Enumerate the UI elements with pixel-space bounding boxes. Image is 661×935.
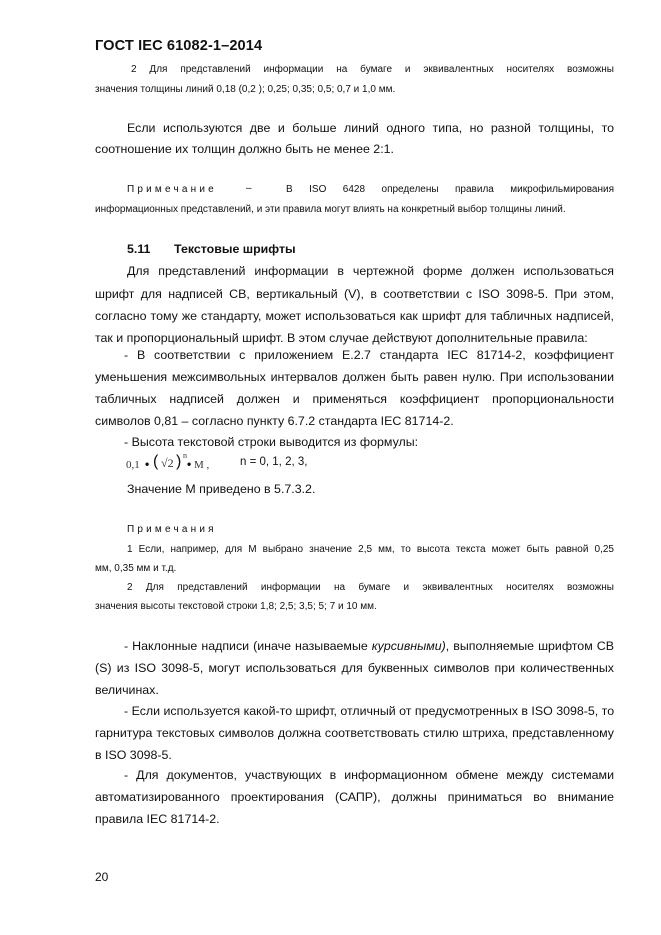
para-two-lines-line2: соотношение их толщин должно быть не менее 2:1. [95,142,394,156]
section-number: 5.11 [127,242,151,256]
italic-rule-line1: - Наклонные надписи (иначе называемые курсивными), выполняемые шрифтом CB [124,639,614,653]
note-line-thickness-line2: значения толщины линий 0,18 (0,2 ); 0,25; 0,35; 0,5; 0,7 и 1,0 мм. [95,84,396,95]
formula-multiply-dot-1: • [145,457,150,471]
cad-rule-line2: автоматизированного проектирования (САПР), должны приниматься во внимание [95,790,614,804]
para-two-lines-line1: Если используются две и больше линий одного типа, но разной толщины, то [127,121,614,135]
formula-n-values: n = 0, 1, 2, 3, [240,456,308,468]
formula-m: M , [194,459,210,471]
m-reference: Значение М приведено в 5.7.3.2. [127,482,316,496]
cad-rule-line3: правила IEC 81714-2. [95,812,220,826]
formula-exponent: n [183,451,187,460]
note-line-thickness-line1: 2 Для представлений информации на бумаге и эквивалентных носителях возможны [131,64,614,75]
rule1-line2: уменьшения межсимвольных интервалов должен быть равен нулю. При использовании [95,370,614,384]
intro-line4: так и пропорциональный шрифт. В этом случае действуют дополнительные правила: [95,331,588,345]
document-page: ГОСТ IEC 61082-1–2014 2 Для представлений информации на бумаге и эквивалентных носителях возможны значения толщины линий 0,18 (0,2 ); 0,25; 0,35; 0,5; 0,7 и 1,0 мм. Если используются две и больше линий одного типа, но разной толщины, то соотношение их толщин должно быть не менее 2:1. Примечание – В ISO 6428 определены правила микрофильмирования информационных представлений, и эти правила могут влиять на конкретный выбор толщины линий. 5.11 Текстовые шрифты Для представлений информации в чертежной форме должен использоваться шрифт для надписей CB, вертикальный (V), в соответствии с ISO 3098-5. При этом, согласно тому же стандарту, может использоваться как шрифт для табличных надписей, так и пропорциональный шрифт. В этом случае действуют дополнительные правила: - В соответствии с приложением Е.2.7 стандарта IEC 81714-2, коэффициент уменьшения межсимвольных интервалов должен быть равен нулю. При использовании табличных надписей должен и применяться коэффициент пропорциональности символов 0,81 – согласно пункту 6.7.2 стандарта IEC 81714-2. - Высота текстовой строки выводится из формулы: 0,1 • ( √2 ) n • M , n = 0, 1, 2, 3, Значение М приведено в 5.7.3.2. Примечания 1 Если, например, для М выбрано значение 2,5 мм, то высота текста может быть равной 0,25 мм, 0,35 мм и т.д. 2 Для представлений информации на бумаге и эквивалентных носителях возможны значения высоты текстовой строки 1,8; 2,5; 3,5; 5; 7 и 10 мм. - Наклонные надписи (иначе называемые курсивными), выполняемые шрифтом CB (S) из ISO 3098-5, могут использоваться для буквенных символов при количественных величинах. - Если используется какой-то шрифт, отличный от предусмотренных в ISO 3098-5, то гарнитура текстовых символов должна соответствовать стилю штриха, представленному в ISO 3098-5. - Для документов, участвующих в информационном обмене между системами автоматизированного проектирования (САПР), должны приниматься во внимание правила IEC 81714-2. 20 [95,38,615,884]
rule1-line4: символов 0,81 – согласно пункту 6.7.2 стандарта IEC 81714-2. [95,414,454,428]
note1-line2: мм, 0,35 мм и т.д. [95,563,177,574]
italic-term: курсивными) [371,639,446,653]
page-number: 20 [95,870,109,884]
note1-line1: 1 Если, например, для М выбрано значение 2,5 мм, то высота текста может быть равной 0,25 [127,544,614,555]
note-iso6428-line1: В ISO 6428 определены правила микрофильмирования [286,184,614,195]
document-header-title: ГОСТ IEC 61082-1–2014 [95,38,263,54]
formula-coefficient: 0,1 [126,459,140,471]
note-dash: – [246,183,252,194]
rule2-line1: - Высота текстовой строки выводится из формулы: [124,435,419,449]
intro-line3: согласно тому же стандарту, может использоваться как шрифт для табличных надписей, [95,309,614,323]
formula-multiply-dot-2: • [187,457,192,471]
rule1-line3: табличных надписей должен и применяться коэффициент пропорциональности [95,392,614,406]
italic-rule-line3: величинах. [95,683,159,697]
note-label: Примечание [127,184,217,195]
other-font-rule-line3: в ISO 3098-5. [95,748,172,762]
intro-line1: Для представлений информации в чертежной форме должен использоваться [127,264,614,278]
note-iso6428-line2: информационных представлений, и эти правила могут влиять на конкретный выбор толщины линий. [95,204,566,215]
other-font-rule-line2: гарнитура текстовых символов должна соответствовать стилю штриха, представленному [95,726,614,740]
other-font-rule-line1: - Если используется какой-то шрифт, отличный от предусмотренных в ISO 3098-5, то [124,704,615,718]
notes-label: Примечания [127,524,217,535]
formula-radical: √2 [161,456,174,470]
section-title: Текстовые шрифты [174,242,296,256]
note2-line2: значения высоты текстовой строки 1,8; 2,5; 3,5; 5; 7 и 10 мм. [95,601,377,612]
cad-rule-line1: - Для документов, участвующих в информационном обмене между системами [124,768,614,782]
note2-line1: 2 Для представлений информации на бумаге и эквивалентных носителях возможны [127,582,614,593]
rule1-line1: - В соответствии с приложением Е.2.7 стандарта IEC 81714-2, коэффициент [124,348,614,362]
italic-rule-line2: (S) из ISO 3098-5, могут использоваться для буквенных символов при количественных [95,661,614,675]
intro-line2: шрифт для надписей CB, вертикальный (V), в соответствии с ISO 3098-5. При этом, [95,287,614,301]
